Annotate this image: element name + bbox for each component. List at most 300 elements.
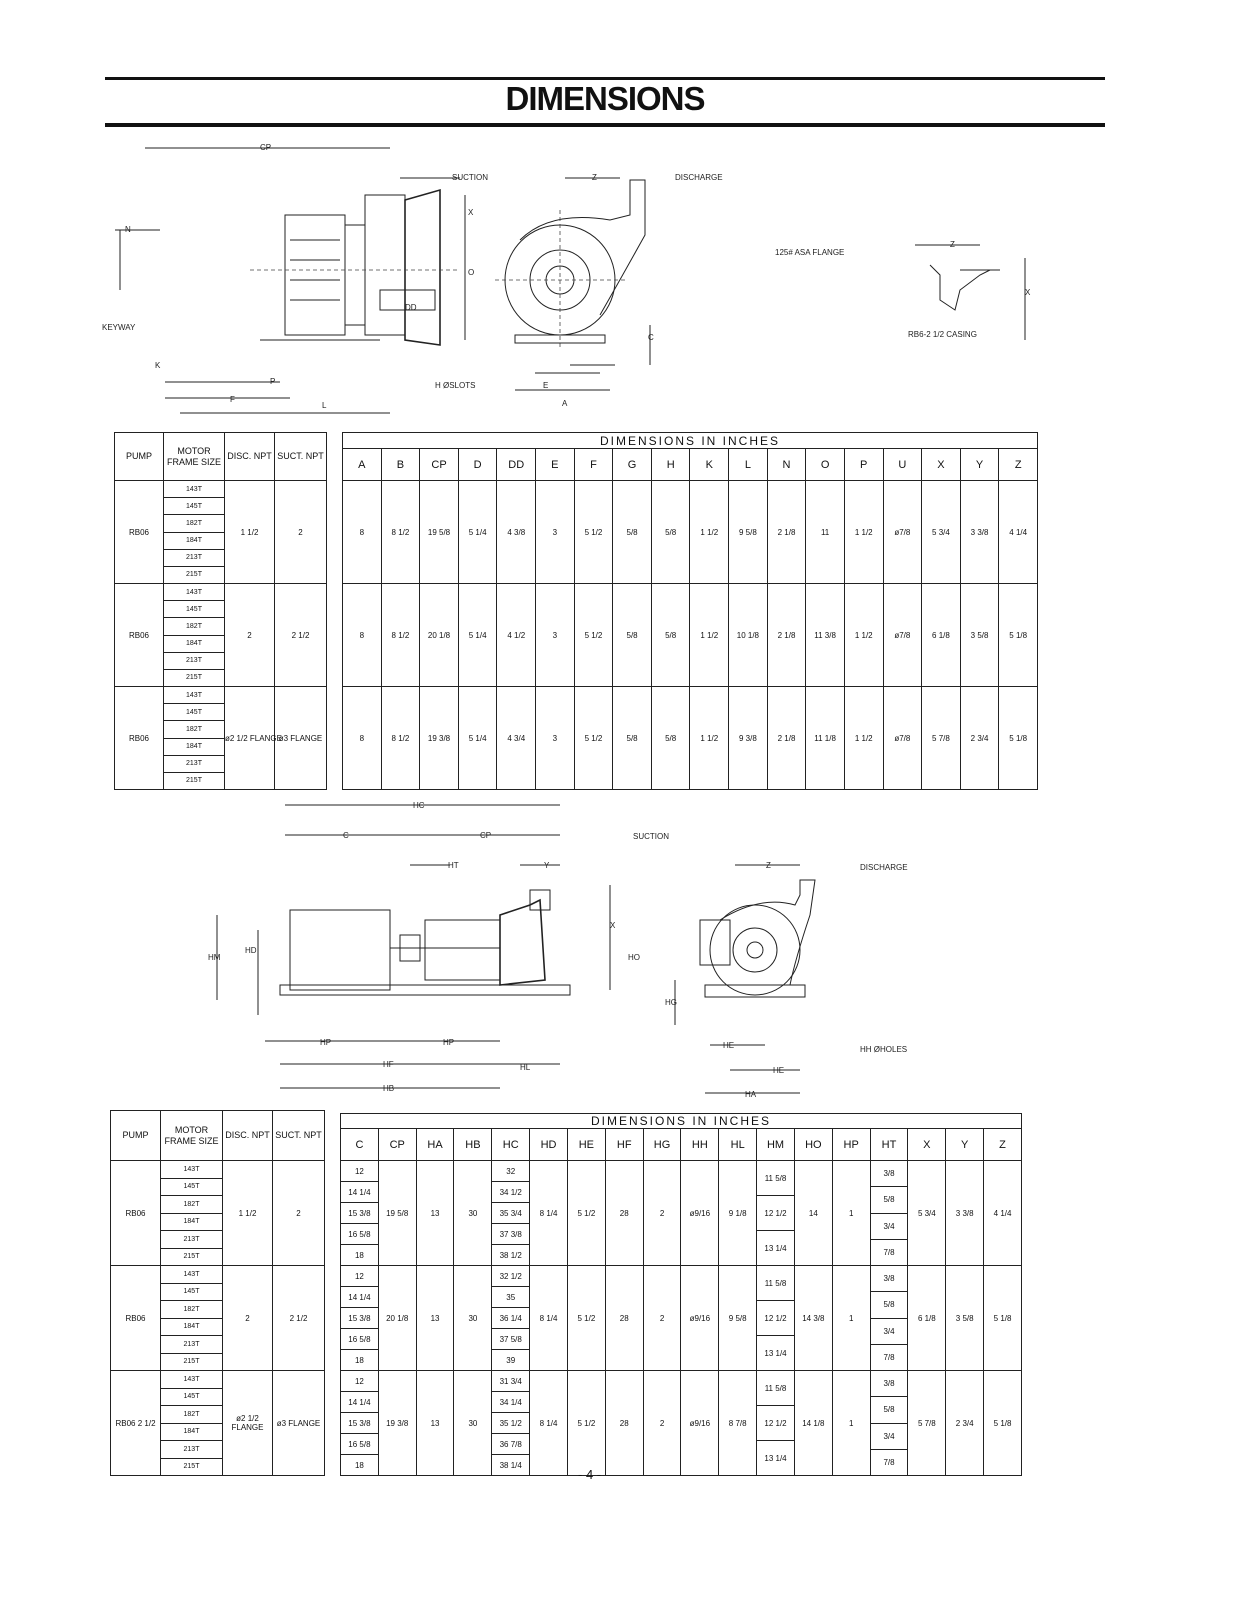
value-cell: 19 3/8 [378,1371,416,1476]
frame-size: 184T [161,1319,222,1337]
frame-size: 143T [161,1371,222,1389]
frame-list [164,481,224,583]
c-cell-item: 15 3/8 [341,1413,378,1434]
label-ha: HA [745,1090,757,1099]
value-cell: 28 [605,1161,643,1266]
label-c: C [648,333,654,342]
suct-cell: 2 [273,1161,325,1266]
table1-left [114,432,327,790]
c-cell-item: 16 5/8 [341,1329,378,1350]
frame-size: 145T [164,704,224,721]
table2-left [110,1110,325,1476]
value-cell: 1 [832,1266,870,1371]
frame-size: 215T [183,1253,200,1261]
header-cell: N [767,449,806,481]
hm-cell-item: 13 1/4 [764,1348,787,1358]
value-cell: 5 1/2 [574,481,613,584]
header-cell: H [651,449,690,481]
table2-left-body [111,1161,325,1476]
label-keyway: KEYWAY [102,323,136,332]
header-cell: HF [605,1129,643,1161]
value-cell: 1 1/2 [844,481,883,584]
value-cell: 19 3/8 [420,687,459,790]
value-cell: 2 [643,1161,681,1266]
c-cell-stack [341,1161,378,1265]
frame-size: 143T [164,481,224,498]
frame-size: 184T [164,739,224,756]
value-cell: 2 1/8 [767,687,806,790]
value-cell: 20 1/8 [420,584,459,687]
label-discharge: DISCHARGE [675,173,723,182]
value-cell: 8 1/4 [530,1266,568,1371]
label-z: Z [592,173,597,182]
table1-caption: DIMENSIONS IN INCHES [343,433,1038,449]
frame-list [164,584,224,686]
label-he: HE [723,1041,735,1050]
ht-cell-item: 7/8 [883,1352,895,1362]
value-cell: 1 [832,1161,870,1266]
value-cell: 5 1/8 [984,1266,1022,1371]
c-cell [341,1266,379,1371]
label-hm: HM [208,953,221,962]
frame-size: 215T [183,1358,200,1366]
value-cell: 8 [343,481,382,584]
header-cell: X [908,1129,946,1161]
label-casing: RB6-2 1/2 CASING [908,330,977,339]
label-hc: HC [413,801,425,810]
label-f: F [230,395,235,404]
suct-cell: 2 [275,481,327,584]
value-cell: ø7/8 [883,584,922,687]
value-cell: 4 1/4 [999,481,1038,584]
header-cell: B [381,449,420,481]
value-cell: 2 [643,1371,681,1476]
header-cell: Z [999,449,1038,481]
c-cell-item: 18 [354,1250,364,1260]
label-l: L [322,401,327,410]
label-hp-2: HP [443,1038,455,1047]
c-cell-item: 14 1/4 [341,1182,378,1203]
value-cell: 9 5/8 [719,1266,757,1371]
value-cell: 5 7/8 [922,687,961,790]
label-discharge2: DISCHARGE [860,863,908,872]
value-cell: 6 1/8 [908,1266,946,1371]
table-row [341,1266,1022,1371]
c-cell [341,1161,379,1266]
ht-cell [870,1266,908,1371]
value-cell: 14 [794,1161,832,1266]
header-cell: D [458,449,497,481]
table1-header-row [343,449,1038,481]
value-cell: 5 3/4 [908,1161,946,1266]
label-cp: CP [260,143,272,152]
frame-size: 184T [161,1424,222,1442]
value-cell: 5 1/8 [984,1371,1022,1476]
ht-cell-item: 3/4 [871,1319,908,1345]
header-cell: Y [960,449,999,481]
frame-size: 143T [164,584,224,601]
pump-cell: RB06 [115,481,164,584]
frame-size: 213T [164,550,224,567]
value-cell: ø7/8 [883,687,922,790]
value-cell: 30 [454,1161,492,1266]
hm-cell-stack [757,1161,794,1265]
hm-cell-item: 11 5/8 [757,1371,794,1406]
value-cell: 5 3/4 [922,481,961,584]
header-cell: P [844,449,883,481]
table-row [341,1161,1022,1266]
value-cell: 5/8 [613,687,652,790]
value-cell: 5 1/2 [567,1161,605,1266]
label-suction2: SUCTION [633,832,669,841]
ht-cell-item: 3/8 [871,1266,908,1292]
col-pump-2: PUMP [111,1111,161,1161]
header-cell: Y [946,1129,984,1161]
header-cell: HM [757,1129,795,1161]
table-row [343,687,1038,790]
label-hg: HG [665,998,677,1007]
frame-size: 182T [161,1301,222,1319]
c-cell-item: 15 3/8 [341,1308,378,1329]
value-cell: 5 1/2 [574,687,613,790]
value-cell: 5 1/2 [567,1371,605,1476]
table1-right [342,432,1038,790]
frame-size: 184T [164,636,224,653]
value-cell: 8 [343,584,382,687]
hm-cell-item: 11 5/8 [757,1161,794,1196]
pump-cell: RB06 [111,1161,161,1266]
col-motor-frame: MOTOR FRAME SIZE [164,433,225,481]
hm-cell [757,1161,795,1266]
hc-cell-stack [492,1161,529,1265]
label-hf: HF [383,1060,394,1069]
header-cell: F [574,449,613,481]
c-cell-item: 12 [341,1161,378,1182]
ht-cell-stack [871,1161,908,1265]
value-cell: ø9/16 [681,1266,719,1371]
frame-size: 143T [164,687,224,704]
value-cell: 5 1/4 [458,584,497,687]
hm-cell-item: 13 1/4 [764,1243,787,1253]
header-cell: K [690,449,729,481]
c-cell-item: 18 [354,1460,364,1470]
value-cell: 1 1/2 [690,687,729,790]
c-cell-item: 18 [354,1355,364,1365]
frames-cell [161,1266,223,1371]
value-cell: 5/8 [651,584,690,687]
hm-cell-item: 11 5/8 [757,1266,794,1301]
table-row [115,584,327,687]
suct-cell: ø3 FLANGE [273,1371,325,1476]
label-hb: HB [383,1084,395,1093]
value-cell: 13 [416,1161,454,1266]
ht-cell-stack [871,1371,908,1475]
drawing-bottom-baseplate-views [200,800,1020,1100]
value-cell: 5 1/2 [574,584,613,687]
label-ht: HT [448,861,459,870]
page-number: - 4 - [578,1467,602,1482]
ht-cell [870,1161,908,1266]
c-cell-item: 15 3/8 [341,1203,378,1224]
hc-cell-stack [492,1371,529,1475]
frame-size: 213T [161,1336,222,1354]
hc-cell-stack [492,1266,529,1370]
header-cell: G [613,449,652,481]
hc-cell [492,1371,530,1476]
value-cell: 2 [643,1266,681,1371]
ht-cell-item: 5/8 [871,1292,908,1318]
frame-list [161,1371,222,1475]
hm-cell-item: 12 1/2 [757,1196,794,1231]
disc-cell: 2 [223,1266,273,1371]
header-cell: HC [492,1129,530,1161]
value-cell: 13 [416,1266,454,1371]
label-hl: HL [520,1063,531,1072]
value-cell: 2 3/4 [960,687,999,790]
value-cell: 30 [454,1371,492,1476]
header-cell: HE [567,1129,605,1161]
value-cell: 9 1/8 [719,1161,757,1266]
frame-size: 143T [161,1161,222,1179]
frame-size: 213T [161,1441,222,1459]
label-hh-holes: HH ØHOLES [860,1045,908,1054]
c-cell-item: 14 1/4 [341,1392,378,1413]
header-cell: E [536,449,575,481]
table1-body [343,481,1038,790]
value-cell: 3 3/8 [946,1161,984,1266]
ht-cell-item: 7/8 [883,1457,895,1467]
header-cell: HB [454,1129,492,1161]
hm-cell-item: 13 1/4 [764,1453,787,1463]
value-cell: 5 1/2 [567,1266,605,1371]
hc-cell-item: 35 1/2 [492,1413,529,1434]
value-cell: 1 1/2 [844,584,883,687]
frame-size: 143T [161,1266,222,1284]
label-suction: SUCTION [452,173,488,182]
c-cell-item: 16 5/8 [341,1224,378,1245]
ht-cell-item: 3/4 [871,1214,908,1240]
label-o: O [468,268,475,277]
col-suct-2: SUCT. NPT [273,1111,325,1161]
frame-size: 213T [161,1231,222,1249]
frame-size: 182T [164,721,224,738]
hc-cell-item: 36 1/4 [492,1308,529,1329]
header-cell: CP [420,449,459,481]
label-y: Y [544,861,550,870]
label-ho: HO [628,953,640,962]
suct-cell: 2 1/2 [273,1266,325,1371]
hm-cell [757,1266,795,1371]
suct-cell: 2 1/2 [275,584,327,687]
frame-size: 145T [164,498,224,515]
header-cell: C [341,1129,379,1161]
value-cell: 14 1/8 [794,1371,832,1476]
value-cell: 9 3/8 [729,687,768,790]
ht-cell-item: 5/8 [871,1187,908,1213]
hm-cell-stack [757,1371,794,1475]
header-cell: HO [794,1129,832,1161]
label-asa-flange: 125# ASA FLANGE [775,248,845,257]
label-n: N [125,225,131,234]
hc-cell-item: 38 1/2 [499,1250,522,1260]
table2-header-row [341,1129,1022,1161]
value-cell: 3 [536,687,575,790]
header-cell: HP [832,1129,870,1161]
header-cell: X [922,449,961,481]
header-cell: O [806,449,845,481]
col-motor-frame-2: MOTOR FRAME SIZE [161,1111,223,1161]
table-row [343,481,1038,584]
value-cell: 5/8 [651,481,690,584]
label-dd: DD [405,303,417,312]
hc-cell-item: 38 1/4 [499,1460,522,1470]
value-cell: 3 [536,584,575,687]
hc-cell-item: 39 [506,1355,516,1365]
table-row [341,1371,1022,1476]
hc-cell-item: 37 3/8 [492,1224,529,1245]
value-cell: 4 1/2 [497,584,536,687]
hc-cell [492,1266,530,1371]
label-e: E [543,381,549,390]
value-cell: 13 [416,1371,454,1476]
label-h-slots: H ØSLOTS [435,381,476,390]
frame-list [161,1161,222,1265]
frame-size: 182T [164,618,224,635]
label-p: P [270,377,276,386]
value-cell: 1 1/2 [844,687,883,790]
value-cell: 11 [806,481,845,584]
ht-cell [870,1371,908,1476]
col-suct: SUCT. NPT [275,433,327,481]
pump-cell: RB06 [115,687,164,790]
label-z2: Z [766,861,771,870]
value-cell: 3 5/8 [946,1266,984,1371]
drawing-top-pump-views [100,140,1040,425]
c-cell-stack [341,1266,378,1370]
value-cell: 5/8 [613,481,652,584]
header-cell: A [343,449,382,481]
suct-cell: ø3 FLANGE [275,687,327,790]
table1-left-body [115,481,327,790]
frame-list [164,687,224,789]
frames-cell [161,1371,223,1476]
c-cell-item: 14 1/4 [341,1287,378,1308]
hc-cell-item: 32 1/2 [492,1266,529,1287]
frames-cell [164,584,225,687]
value-cell: 5 1/4 [458,481,497,584]
header-cell: HH [681,1129,719,1161]
c-cell-stack [341,1371,378,1475]
header-cell: HG [643,1129,681,1161]
value-cell: 1 1/2 [690,481,729,584]
label-k: K [155,361,161,370]
value-cell: ø9/16 [681,1161,719,1266]
header-cell: DD [497,449,536,481]
value-cell: 19 5/8 [420,481,459,584]
pump-cell: RB06 2 1/2 [111,1371,161,1476]
header-cell: L [729,449,768,481]
pump-cell: RB06 [115,584,164,687]
value-cell: 8 1/2 [381,584,420,687]
value-cell: 9 5/8 [729,481,768,584]
frame-size: 213T [164,756,224,773]
ht-cell-item: 5/8 [871,1397,908,1423]
frame-list [161,1266,222,1370]
header-cell: HL [719,1129,757,1161]
frame-size: 182T [161,1406,222,1424]
title-underline [105,123,1105,127]
ht-cell-item: 3/8 [871,1371,908,1397]
hc-cell-item: 37 5/8 [492,1329,529,1350]
value-cell: 8 1/2 [381,481,420,584]
value-cell: 8 7/8 [719,1371,757,1476]
value-cell: 4 1/4 [984,1161,1022,1266]
value-cell: 3 3/8 [960,481,999,584]
hm-cell [757,1371,795,1476]
frame-size: 215T [186,674,202,682]
label-c2: C [343,831,349,840]
table-row [115,687,327,790]
ht-cell-item: 3/8 [871,1161,908,1187]
value-cell: 2 1/8 [767,584,806,687]
value-cell: 28 [605,1266,643,1371]
value-cell: ø9/16 [681,1371,719,1476]
frame-size: 184T [164,533,224,550]
hc-cell-item: 36 7/8 [492,1434,529,1455]
label-he2: HE [773,1066,785,1075]
frame-size: 213T [164,653,224,670]
table-row [343,584,1038,687]
hc-cell-item: 32 [492,1161,529,1182]
label-x2: X [610,921,616,930]
table-row [115,481,327,584]
value-cell: 10 1/8 [729,584,768,687]
table-row [111,1371,325,1476]
disc-cell: ø2 1/2 FLANGE [223,1371,273,1476]
frame-size: 215T [186,777,202,785]
value-cell: 3 [536,481,575,584]
value-cell: 2 3/4 [946,1371,984,1476]
label-cp2: CP [480,831,492,840]
value-cell: 6 1/8 [922,584,961,687]
hc-cell-item: 35 3/4 [492,1203,529,1224]
value-cell: 28 [605,1371,643,1476]
frame-size: 184T [161,1214,222,1232]
value-cell: 4 3/4 [497,687,536,790]
hc-cell-item: 34 1/2 [492,1182,529,1203]
label-hd: HD [245,946,257,955]
value-cell: 14 3/8 [794,1266,832,1371]
table2-right [340,1113,1022,1476]
col-pump: PUMP [115,433,164,481]
label-x: X [468,208,474,217]
frame-size: 145T [161,1284,222,1302]
frame-size: 145T [164,601,224,618]
value-cell: 8 1/2 [381,687,420,790]
value-cell: ø7/8 [883,481,922,584]
hm-cell-item: 12 1/2 [757,1301,794,1336]
ht-cell-item: 3/4 [871,1424,908,1450]
col-disc-2: DISC. NPT [223,1111,273,1161]
disc-cell: 1 1/2 [225,481,275,584]
value-cell: 5/8 [651,687,690,790]
frame-size: 182T [161,1196,222,1214]
value-cell: 3 5/8 [960,584,999,687]
col-disc: DISC. NPT [225,433,275,481]
disc-cell: ø2 1/2 FLANGE [225,687,275,790]
page-title: DIMENSIONS [505,80,705,117]
value-cell: 5 1/4 [458,687,497,790]
